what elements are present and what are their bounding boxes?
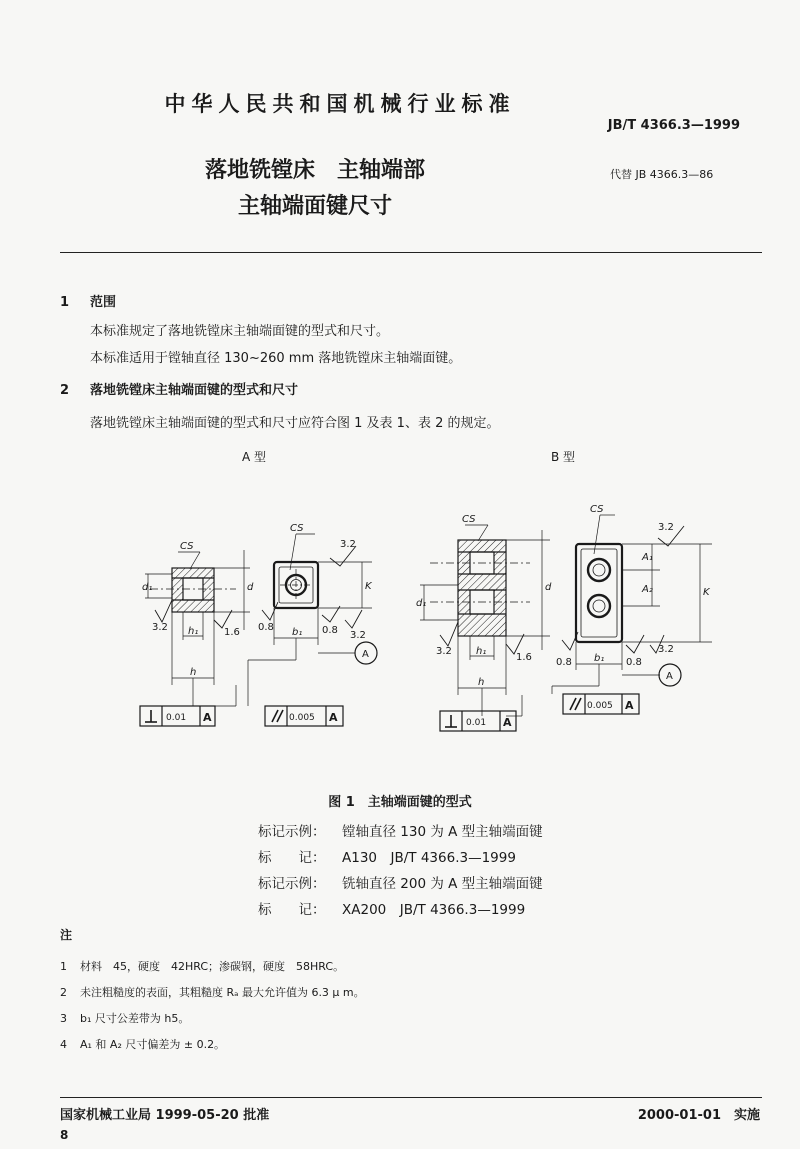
marking-key: 标 记： <box>258 850 326 866</box>
note-text: 未注粗糙度的表面，其粗糙度 Rₐ 最大允许值为 6.3 μ m。 <box>80 986 365 999</box>
datum-ref: A <box>503 716 512 729</box>
figure-caption: 图 1 主轴端面键的型式 <box>328 795 472 810</box>
marking-value: 铣轴直径 200 为 A 型主轴端面键 <box>342 876 543 892</box>
label-d: d <box>247 582 254 593</box>
marking-value: 镗轴直径 130 为 A 型主轴端面键 <box>342 824 543 840</box>
note-item <box>60 1010 189 1026</box>
key-drawing-figure <box>0 470 800 760</box>
document-title-line2: 主轴端面键尺寸 <box>237 194 392 219</box>
type-b-side-view <box>420 525 550 731</box>
section-number: 2 <box>60 383 70 398</box>
note-text: 材料 45，硬度 42HRC；渗碳钢，硬度 58HRC。 <box>80 960 345 973</box>
type-a-side-view <box>140 550 250 726</box>
roughness-label: 0.8 <box>258 622 274 633</box>
marking-example-2 <box>258 872 543 892</box>
label-k: K <box>703 587 710 598</box>
section-1-para-2: 本标准适用于镗轴直径 130~260 mm 落地铣镗床主轴端面键。 <box>90 351 462 366</box>
roughness-label: 3.2 <box>436 646 452 657</box>
note-number: 2 <box>60 986 67 999</box>
page-number: 8 <box>60 1128 69 1142</box>
marking-value: A130 JB/T 4366.3—1999 <box>342 850 516 866</box>
datum-a-label: A <box>666 671 673 682</box>
section-title: 范围 <box>90 295 117 310</box>
roughness-label: 0.8 <box>626 657 642 668</box>
note-item <box>60 984 365 1000</box>
label-k: K <box>365 581 372 592</box>
replaces-standard: 代替 JB 4366.3—86 <box>610 168 714 181</box>
section-2-para-1: 落地铣镗床主轴端面键的型式和尺寸应符合图 1 及表 1、表 2 的规定。 <box>90 416 500 431</box>
roughness-label: 3.2 <box>350 630 366 641</box>
marking-2 <box>258 898 525 918</box>
parallelism-tolerance: 0.005 <box>289 713 315 723</box>
section-number: 1 <box>60 295 70 310</box>
label-h1: h₁ <box>476 646 487 657</box>
roughness-label: 1.6 <box>224 627 240 638</box>
label-a2: A₂ <box>642 584 653 595</box>
perpendicularity-tolerance: 0.01 <box>166 713 187 723</box>
roughness-label: 3.2 <box>152 622 168 633</box>
type-a-label: A 型 <box>242 450 267 464</box>
parallelism-tolerance: 0.005 <box>587 701 613 711</box>
marking-value: XA200 JB/T 4366.3—1999 <box>342 902 526 918</box>
datum-ref: A <box>203 711 212 724</box>
footer-divider <box>60 1097 762 1098</box>
notes-heading: 注 <box>60 928 73 942</box>
datum-a-label: A <box>362 649 369 660</box>
header-divider <box>60 252 762 253</box>
marking-key: 标记示例： <box>258 824 326 840</box>
note-number: 1 <box>60 960 67 973</box>
label-h1: h₁ <box>188 626 199 637</box>
datum-ref: A <box>625 699 634 712</box>
roughness-label: 0.8 <box>556 657 572 668</box>
label-h: h <box>478 677 485 688</box>
roughness-label: 3.2 <box>340 539 356 550</box>
roughness-label: 3.2 <box>658 644 674 655</box>
document-title-line1: 落地铣镗床 主轴端部 <box>204 158 425 183</box>
marking-1 <box>258 846 516 866</box>
label-d1: d₁ <box>416 598 427 609</box>
label-cs: CS <box>590 504 604 515</box>
label-a1: A₁ <box>642 552 653 563</box>
section-1-heading <box>60 291 116 310</box>
label-b1: b₁ <box>292 627 303 638</box>
label-cs: CS <box>290 523 304 534</box>
note-text: A₁ 和 A₂ 尺寸偏差为 ± 0.2。 <box>80 1038 226 1051</box>
label-h: h <box>190 667 197 678</box>
section-2-heading <box>60 379 298 398</box>
approval-line: 国家机械工业局 1999-05-20 批准 <box>60 1108 270 1123</box>
industry-standard-title: 中华人民共和国机械行业标准 <box>164 92 516 116</box>
marking-key: 标记示例： <box>258 876 326 892</box>
effective-date: 2000-01-01 实施 <box>637 1108 760 1123</box>
note-text: b₁ 尺寸公差带为 h5。 <box>80 1012 190 1025</box>
roughness-label: 3.2 <box>658 522 674 533</box>
note-item <box>60 1036 225 1052</box>
label-d1: d₁ <box>142 582 153 593</box>
label-cs: CS <box>180 541 194 552</box>
type-b-front-view <box>552 515 712 714</box>
roughness-label: 0.8 <box>322 625 338 636</box>
datum-ref: A <box>329 711 338 724</box>
roughness-label: 1.6 <box>516 652 532 663</box>
note-number: 3 <box>60 1012 67 1025</box>
label-cs: CS <box>462 514 476 525</box>
perpendicularity-tolerance: 0.01 <box>466 718 487 728</box>
label-d: d <box>545 582 552 593</box>
marking-key: 标 记： <box>258 902 326 918</box>
marking-example-1 <box>258 820 543 840</box>
section-1-para-1: 本标准规定了落地铣镗床主轴端面键的型式和尺寸。 <box>90 324 390 339</box>
label-b1: b₁ <box>594 653 605 664</box>
section-title: 落地铣镗床主轴端面键的型式和尺寸 <box>90 383 299 398</box>
type-b-label: B 型 <box>551 450 576 464</box>
standard-number: JB/T 4366.3—1999 <box>607 118 740 133</box>
note-item <box>60 958 344 974</box>
note-number: 4 <box>60 1038 67 1051</box>
